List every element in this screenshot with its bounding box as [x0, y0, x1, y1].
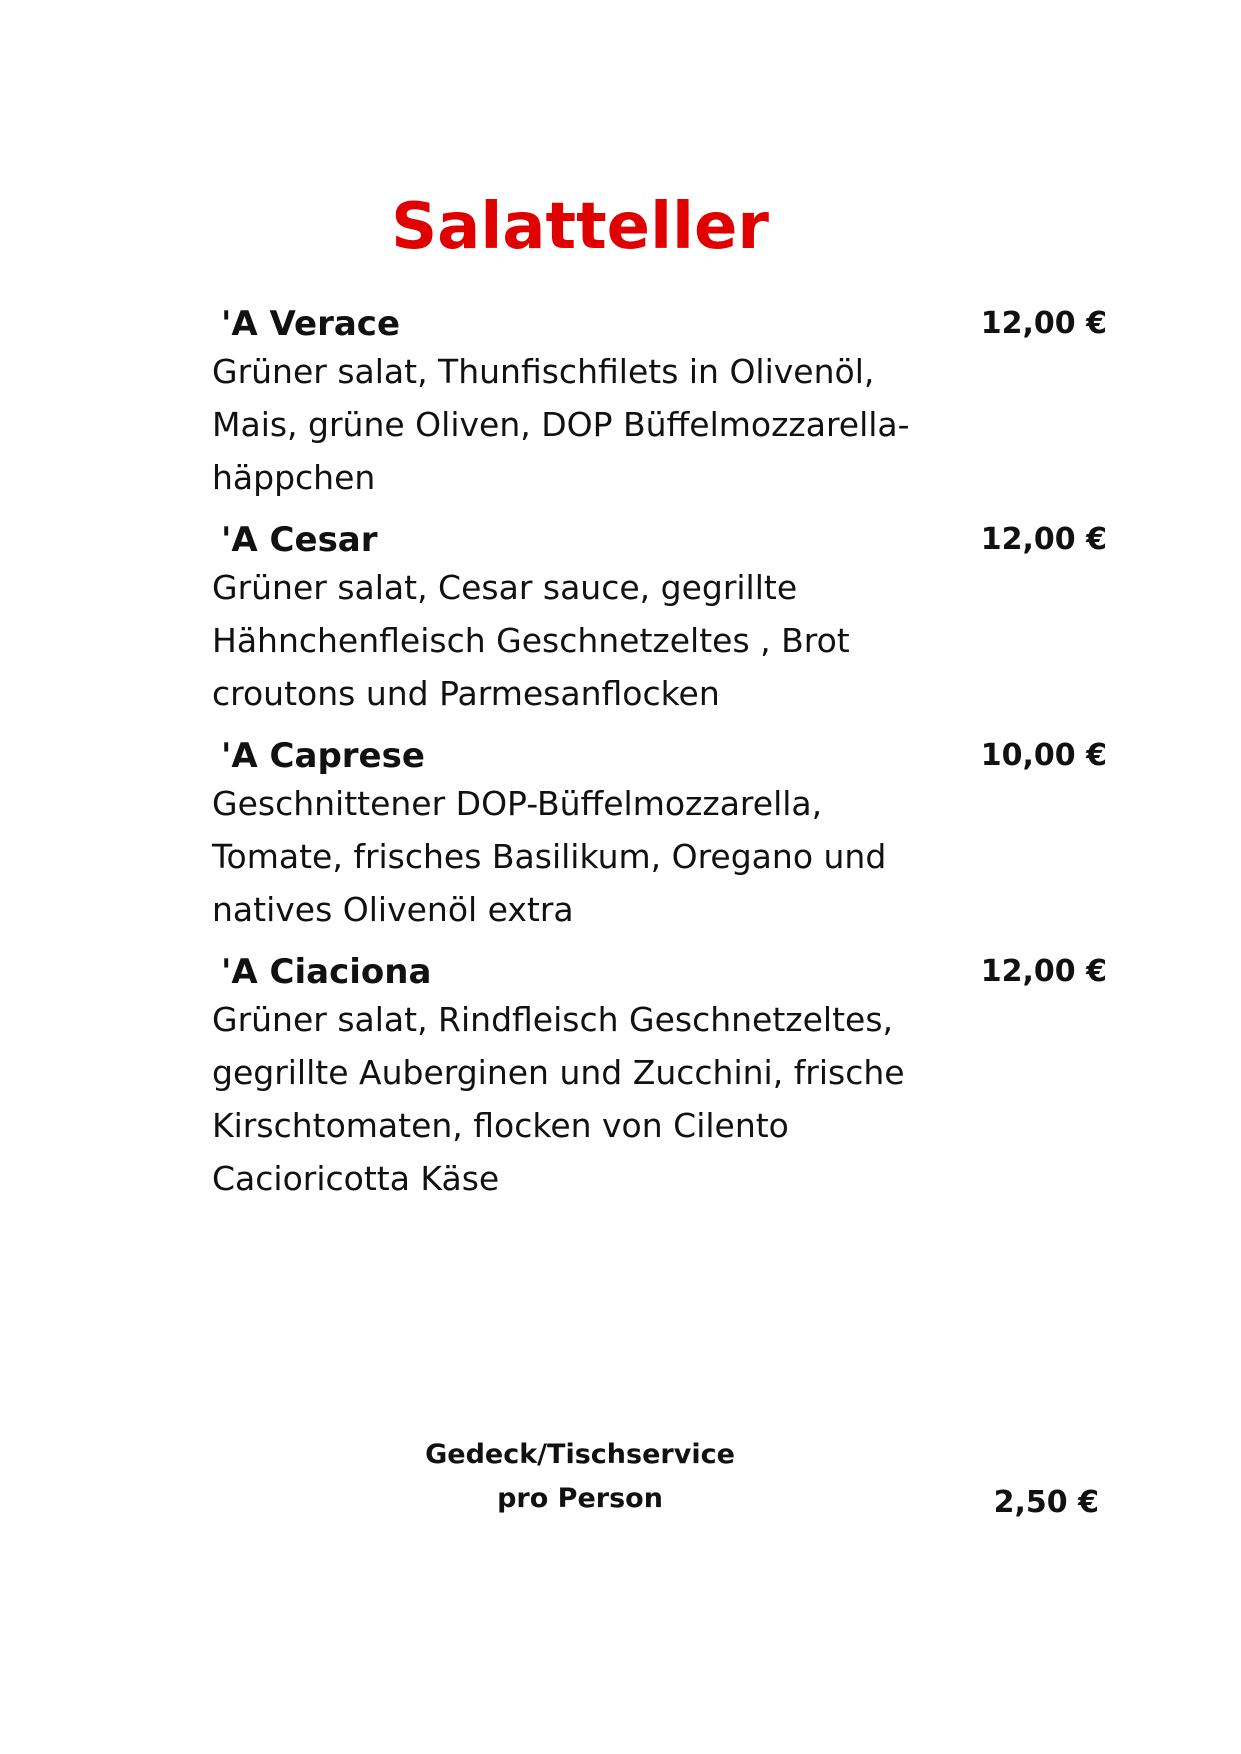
- item-price: 12,00 €: [980, 954, 1107, 989]
- item-description: [212, 345, 972, 504]
- description-line: Hähnchenfleisch Geschnetzeltes , Brot: [212, 621, 850, 660]
- description-line: Geschnittener DOP-Büffelmozzarella,: [212, 784, 823, 823]
- cover-charge-label: Gedeck/Tischservice: [425, 1439, 735, 1470]
- item-description: [212, 993, 972, 1205]
- description-line: Cacioricotta Käse: [212, 1159, 500, 1198]
- description-line: Tomate, frisches Basilikum, Oregano und: [212, 837, 887, 876]
- item-price: 12,00 €: [980, 306, 1107, 341]
- description-line: Kirschtomaten, flocken von Cilento: [212, 1106, 789, 1145]
- item-name: 'A Caprese: [221, 736, 425, 776]
- description-line: häppchen: [212, 458, 376, 497]
- description-line: gegrillte Auberginen und Zucchini, frische: [212, 1053, 905, 1092]
- description-line: Mais, grüne Oliven, DOP Büffelmozzarella-: [212, 405, 910, 444]
- item-name: 'A Ciaciona: [221, 952, 432, 992]
- item-description: [212, 777, 972, 936]
- item-name: 'A Cesar: [221, 520, 378, 560]
- item-description: [212, 561, 972, 720]
- cover-charge-sublabel: pro Person: [497, 1483, 663, 1514]
- description-line: Grüner salat, Thunfischfilets in Olivenöl,: [212, 352, 875, 391]
- description-line: croutons und Parmesanflocken: [212, 674, 720, 713]
- description-line: Grüner salat, Rindfleisch Geschnetzeltes,: [212, 1000, 894, 1039]
- description-line: natives Olivenöl extra: [212, 890, 574, 929]
- page-title: Salatteller: [391, 189, 769, 264]
- description-line: Grüner salat, Cesar sauce, gegrillte: [212, 568, 798, 607]
- item-price: 10,00 €: [980, 738, 1107, 773]
- item-name: 'A Verace: [221, 304, 400, 344]
- item-price: 12,00 €: [980, 522, 1107, 557]
- cover-charge-price: 2,50 €: [993, 1485, 1099, 1520]
